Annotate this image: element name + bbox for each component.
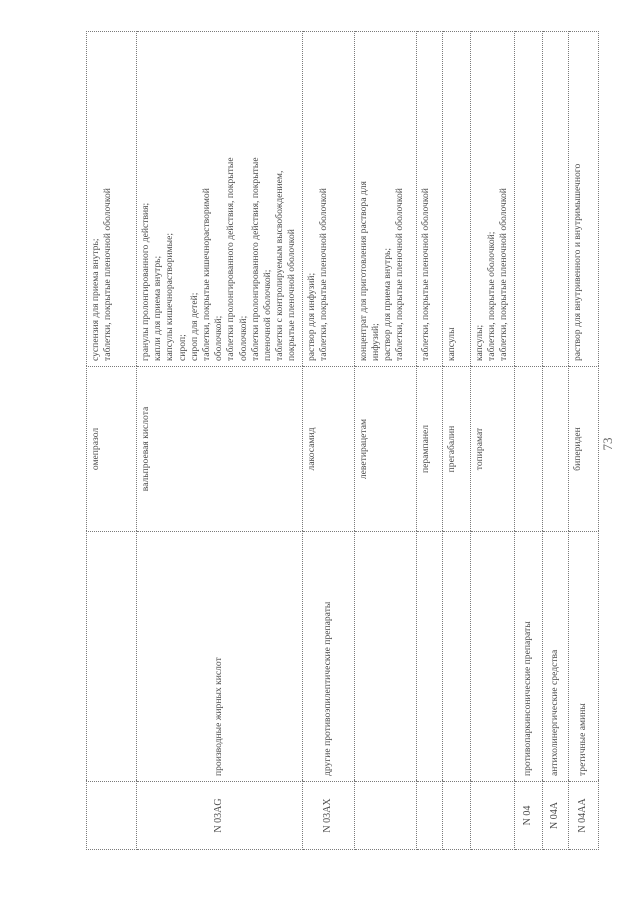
- atc-code-cell: N 03AX: [302, 782, 354, 850]
- dosage-form-line: капсулы;: [473, 324, 485, 361]
- atc-code-cell: [416, 782, 442, 850]
- group-name-cell: [87, 532, 137, 782]
- dosage-form-line: инфузий;: [369, 323, 381, 361]
- table-row: [442, 32, 470, 850]
- dosage-forms-cell: [416, 32, 442, 367]
- dosage-form-line: покрытые пленочной оболочкой: [286, 229, 298, 361]
- atc-code-cell: [470, 782, 514, 850]
- dosage-form-line: таблетки, покрытые кишечнорастворимой: [201, 188, 213, 361]
- dosage-form-line: суспензия для приема внутрь;: [90, 238, 101, 361]
- table-frame: [86, 32, 589, 850]
- dosage-forms-cell: [470, 32, 514, 367]
- drug-name-cell: вальпроевая кислота: [137, 367, 303, 532]
- dosage-form-line: таблетки, покрытые пленочной оболочкой: [498, 188, 510, 361]
- drug-name-cell: лакосамид: [302, 367, 354, 532]
- group-name-cell: другие противоэпилептические препараты: [302, 532, 354, 782]
- dosage-forms-cell: [442, 32, 470, 367]
- group-name-cell: [416, 532, 442, 782]
- dosage-forms-cell: [302, 32, 354, 367]
- dosage-form-line: оболочкой;: [213, 315, 225, 361]
- dosage-forms-cell: [354, 32, 416, 367]
- dosage-form-line: таблетки, покрытые пленочной оболочкой: [102, 188, 114, 361]
- group-name-cell: [442, 532, 470, 782]
- drug-table: [86, 31, 599, 850]
- dosage-form-line: таблетки с контролируемым высвобождением,: [274, 170, 286, 361]
- drug-name-cell: леветирацетам: [354, 367, 416, 532]
- table-row: [137, 32, 303, 850]
- dosage-form-line: капсулы кишечнорастворимые;: [164, 232, 176, 361]
- drug-name-cell: перампанел: [416, 367, 442, 532]
- dosage-form-line: таблетки, покрытые оболочкой;: [485, 231, 497, 361]
- atc-code-cell: [354, 782, 416, 850]
- atc-code-cell: [442, 782, 470, 850]
- atc-code-cell: N 04A: [542, 782, 568, 850]
- table-row: [416, 32, 442, 850]
- drug-name-cell: топирамат: [470, 367, 514, 532]
- table-row: [470, 32, 514, 850]
- group-name-cell: противопаркинсонические препараты: [514, 532, 542, 782]
- dosage-form-line: раствор для инфузий;: [305, 272, 317, 361]
- dosage-form-line: гранулы пролонгированного действия;: [140, 202, 151, 361]
- dosage-form-line: концентрат для приготовления раствора для: [357, 181, 369, 361]
- dosage-form-line: капсулы: [445, 327, 457, 361]
- dosage-form-line: сироп;: [176, 334, 188, 361]
- dosage-form-line: сироп для детей;: [188, 292, 200, 361]
- drug-name-cell: омепразол: [87, 367, 137, 532]
- group-name-cell: [470, 532, 514, 782]
- dosage-forms-cell: [568, 32, 598, 367]
- dosage-form-line: пленочной оболочкой;: [262, 269, 274, 361]
- table-row: [87, 32, 137, 850]
- group-name-cell: [354, 532, 416, 782]
- drug-name-cell: прегабалин: [442, 367, 470, 532]
- atc-code-cell: [87, 782, 137, 850]
- dosage-form-line: таблетки, покрытые пленочной оболочкой: [317, 188, 329, 361]
- table-row: [514, 32, 542, 850]
- table-row: [542, 32, 568, 850]
- dosage-forms-cell: [87, 32, 137, 367]
- group-name-cell: третичные амины: [568, 532, 598, 782]
- table-row: [354, 32, 416, 850]
- dosage-form-line: таблетки, покрытые пленочной оболочкой: [419, 188, 431, 361]
- dosage-form-line: таблетки, покрытые пленочной оболочкой: [394, 188, 406, 361]
- dosage-form-line: таблетки пролонгированного действия, покрытые: [225, 157, 237, 361]
- atc-code-cell: N 04AA: [568, 782, 598, 850]
- dosage-forms-cell: [137, 32, 303, 367]
- drug-name-cell: [514, 367, 542, 532]
- dosage-forms-cell: [542, 32, 568, 367]
- drug-name-cell: бипериден: [568, 367, 598, 532]
- drug-name-cell: [542, 367, 568, 532]
- atc-code-cell: N 04: [514, 782, 542, 850]
- page-number: 73: [600, 437, 615, 451]
- dosage-form-line: раствор для внутривенного и внутримышечного: [571, 163, 583, 361]
- dosage-form-line: оболочкой;: [237, 315, 249, 361]
- dosage-form-line: таблетки пролонгированного действия, покрытые: [249, 157, 261, 361]
- group-name-cell: производные жирных кислот: [137, 532, 303, 782]
- atc-code-cell: N 03AG: [137, 782, 303, 850]
- rotated-content: [86, 32, 589, 850]
- table-row: [302, 32, 354, 850]
- dosage-form-line: капли для приема внутрь;: [152, 255, 164, 361]
- dosage-forms-cell: [514, 32, 542, 367]
- group-name-cell: антихолинергические средства: [542, 532, 568, 782]
- dosage-form-line: раствор для приема внутрь;: [382, 247, 394, 361]
